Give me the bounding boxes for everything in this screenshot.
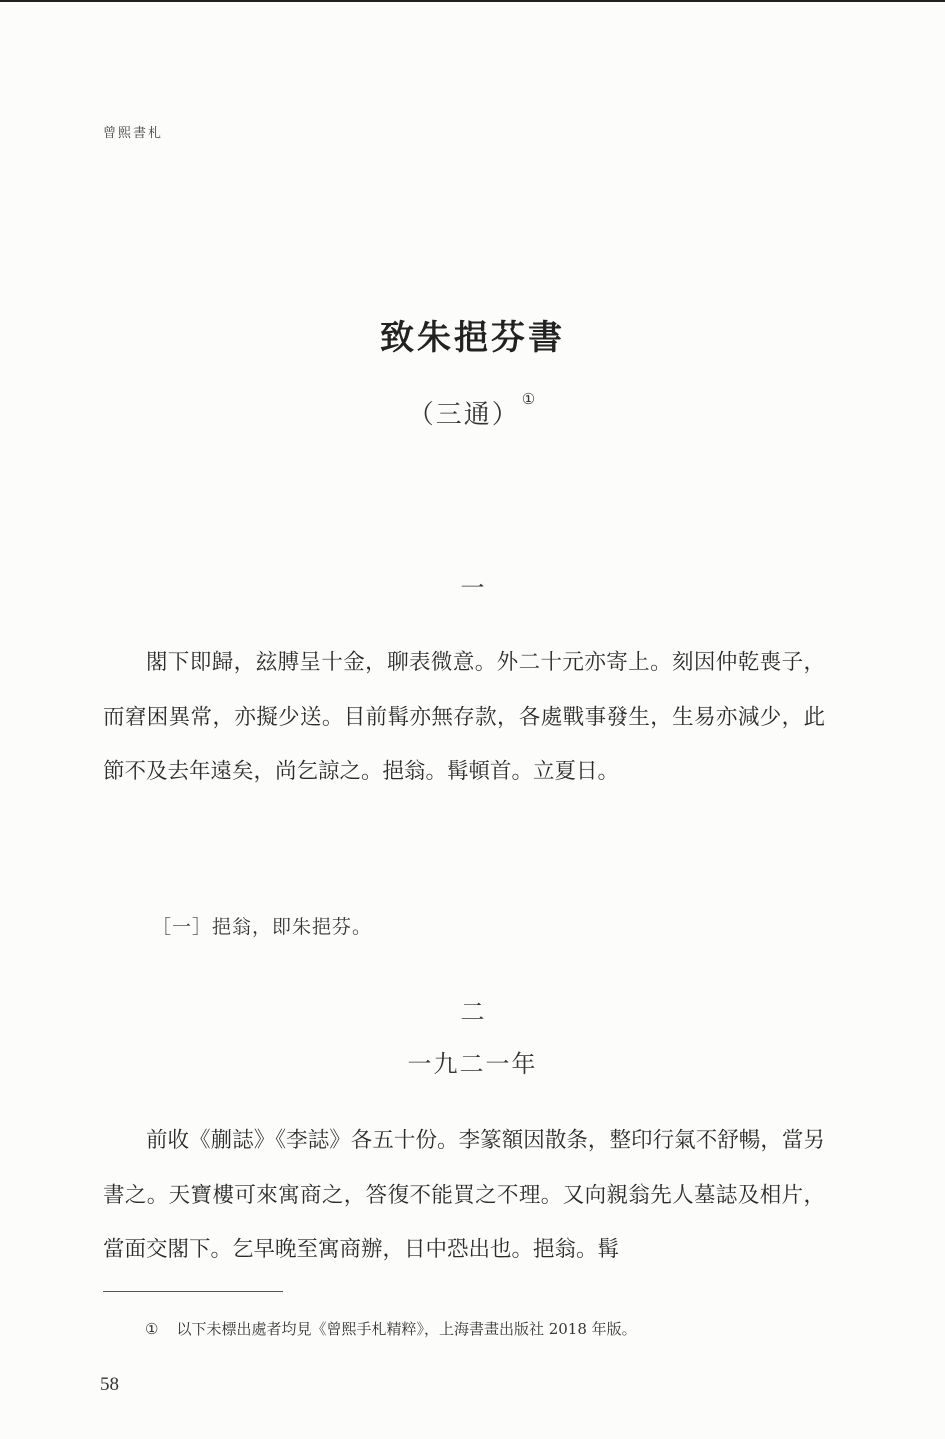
page-number: 58	[100, 1374, 119, 1395]
page-subtitle	[0, 390, 945, 431]
running-head: 曾熙書札	[103, 126, 164, 141]
footnote-mark: ①	[145, 1320, 159, 1338]
footnote-divider	[103, 1291, 283, 1292]
footnote	[145, 1318, 637, 1339]
letter-2-body	[103, 1114, 825, 1278]
letter-1-paragraph: 閣下即歸，玆膊呈十金，聊表微意。外二十元亦寄上。刻因仲乾喪子，而窘困異常，亦擬少送。目前髯亦無存款，各處戰事發生，生易亦減少，此節不及去年遠矣，尚乞諒之。挹翁。髯頓首。立夏日。	[103, 650, 825, 784]
letter-1-annotation: ［一］挹翁，即朱挹芬。	[152, 916, 373, 938]
page-title: 致朱挹芬書	[380, 318, 565, 358]
letter-2-year: 一九二一年	[407, 1050, 538, 1078]
subtitle-text: （三通）	[407, 400, 520, 430]
section-number-2: 二	[460, 998, 485, 1026]
footnote-text: 以下未標出處者均見《曾熙手札精粹》，上海書畫出版社 2018 年版。	[176, 1320, 637, 1338]
footnote-reference-mark[interactable]: ①	[521, 390, 538, 408]
letter-2-paragraph: 前收《蒯誌》《李誌》各五十份。李篆額因散条，整印行氣不舒暢，當另書之。天寶樓可來寓商之，答復不能買之不理。又向親翁先人墓誌及相片，當面交閣下。乞早晚至寓商辦，日中恐出也。挹翁。髯	[103, 1128, 825, 1262]
section-number-1: 一	[460, 574, 485, 602]
letter-1-body	[103, 636, 825, 800]
